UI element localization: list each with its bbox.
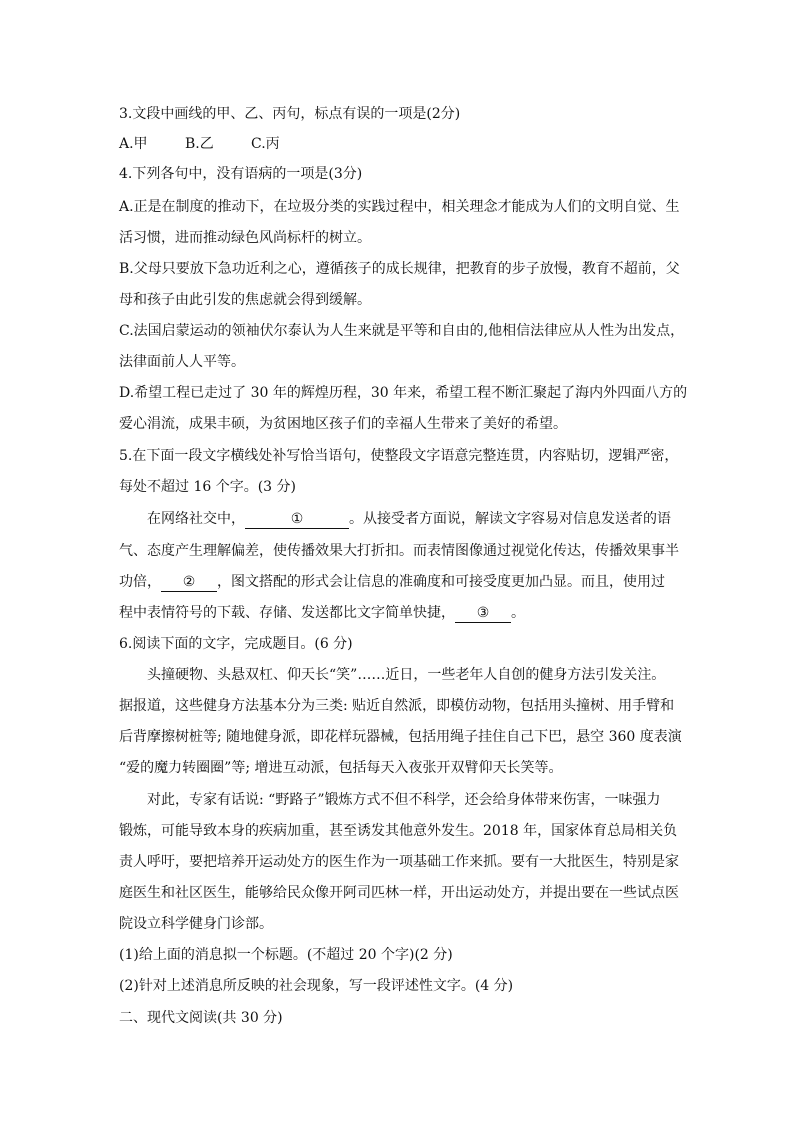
option-b: B.乙 xyxy=(185,136,214,152)
option-a: A.甲 xyxy=(119,136,148,152)
section-two-heading: 二、现代文阅读(共 30 分) xyxy=(119,1010,283,1026)
question-5-passage-line-4: 程中表情符号的下载、存储、发送都比文字简单快捷， ③ 。 xyxy=(119,605,525,621)
question-4-option-c-line-2: 法律面前人人平等。 xyxy=(119,354,245,370)
answer-blank-1[interactable]: ① xyxy=(245,510,349,529)
question-3-options xyxy=(119,134,679,154)
question-6-paragraph-2-line-3: 责人呼吁，要把培养开运动处方的医生作为一项基础工作来抓。要有一大批医生，特别是家 xyxy=(119,854,679,870)
question-6-paragraph-1-line-1: 头撞硬物、头悬双杠、仰天长“笑”……近日，一些老年人自创的健身方法引发关注。 xyxy=(147,667,666,683)
question-6-paragraph-2-line-5: 院设立科学健身门诊部。 xyxy=(119,916,273,932)
question-5-passage-line-3: 功倍， ② ，图文搭配的形式会让信息的准确度和可接受度更加凸显。而且，使用过 xyxy=(119,574,665,590)
question-4-option-d-line-1: D.希望工程已走过了 30 年的辉煌历程，30 年来，希望工程不断汇聚起了海内外四面八方的 xyxy=(119,385,688,401)
question-5-stem-line-1: 5.在下面一段文字横线处补写恰当语句，使整段文字语意完整连贯，内容贴切，逻辑严密， xyxy=(119,448,679,464)
question-5-stem-line-2: 每处不超过 16 个字。(3 分) xyxy=(119,479,296,495)
question-6-subquestion-2: (2)针对上述消息所反映的社会现象，写一段评述性文字。(4 分) xyxy=(119,978,514,994)
question-6-paragraph-2-line-1: 对此，专家有话说: “野路子”锻炼方式不但不科学，还会给身体带来伤害，一味强力 xyxy=(147,792,661,808)
question-6-paragraph-1-line-2: 据报道，这些健身方法基本分为三类: 贴近自然派，即模仿动物，包括用头撞树、用手臂和 xyxy=(119,698,675,714)
answer-blank-3[interactable]: ③ xyxy=(455,604,511,623)
answer-blank-2[interactable]: ② xyxy=(161,573,217,592)
question-6-paragraph-1-line-4: “爱的魔力转圈圈”等; 增进互动派，包括每天入夜张开双臂仰天长笑等。 xyxy=(119,760,563,776)
question-4-option-b-line-2: 母和孩子由此引发的焦虑就会得到缓解。 xyxy=(119,292,371,308)
question-4-stem: 4.下列各句中，没有语病的一项是(3分) xyxy=(119,166,363,182)
question-6-stem: 6.阅读下面的文字，完成题目。(6 分) xyxy=(119,636,353,652)
question-4-option-a-line-1: A.正是在制度的推动下，在垃圾分类的实践过程中，相关理念才能成为人们的文明自觉、生 xyxy=(119,199,680,215)
question-4-option-c-line-1: C.法国启蒙运动的领袖伏尔泰认为人生来就是平等和自由的,他相信法律应从人性为出发点， xyxy=(119,323,685,339)
question-6-subquestion-1: (1)给上面的消息拟一个标题。(不超过 20 个字)(2 分) xyxy=(119,947,453,963)
question-5-passage-line-1: 在网络社交中， ① 。从接受者方面说，解读文字容易对信息发送者的语 xyxy=(147,511,671,527)
option-c: C.丙 xyxy=(251,136,280,152)
question-6-paragraph-2-line-2: 锻炼，可能导致本身的疾病加重，甚至诱发其他意外发生。2018 年，国家体育总局相关负 xyxy=(119,823,678,839)
question-3-stem: 3.文段中画线的甲、乙、丙句，标点有误的一项是(2分) xyxy=(119,106,461,122)
question-6-paragraph-2-line-4: 庭医生和社区医生，能够给民众像开阿司匹林一样，开出运动处方，并提出要在一些试点医 xyxy=(119,885,679,901)
question-4-option-a-line-2: 活习惯，进而推动绿色风尚标杆的树立。 xyxy=(119,230,371,246)
question-4-option-b-line-1: B.父母只要放下急功近利之心，遵循孩子的成长规律，把教育的步子放慢，教育不超前，父 xyxy=(119,261,680,277)
question-5-passage-line-2: 气、态度产生理解偏差，使传播效果大打折扣。而表情图像通过视觉化传达，传播效果事半 xyxy=(119,543,679,559)
question-6-paragraph-1-line-3: 后背摩擦树桩等; 随地健身派，即花样玩器械，包括用绳子挂住自己下巴，悬空 360 度表演 xyxy=(119,729,682,745)
question-4-option-d-line-2: 爱心涓流，成果丰硕，为贫困地区孩子们的幸福人生带来了美好的希望。 xyxy=(119,416,567,432)
